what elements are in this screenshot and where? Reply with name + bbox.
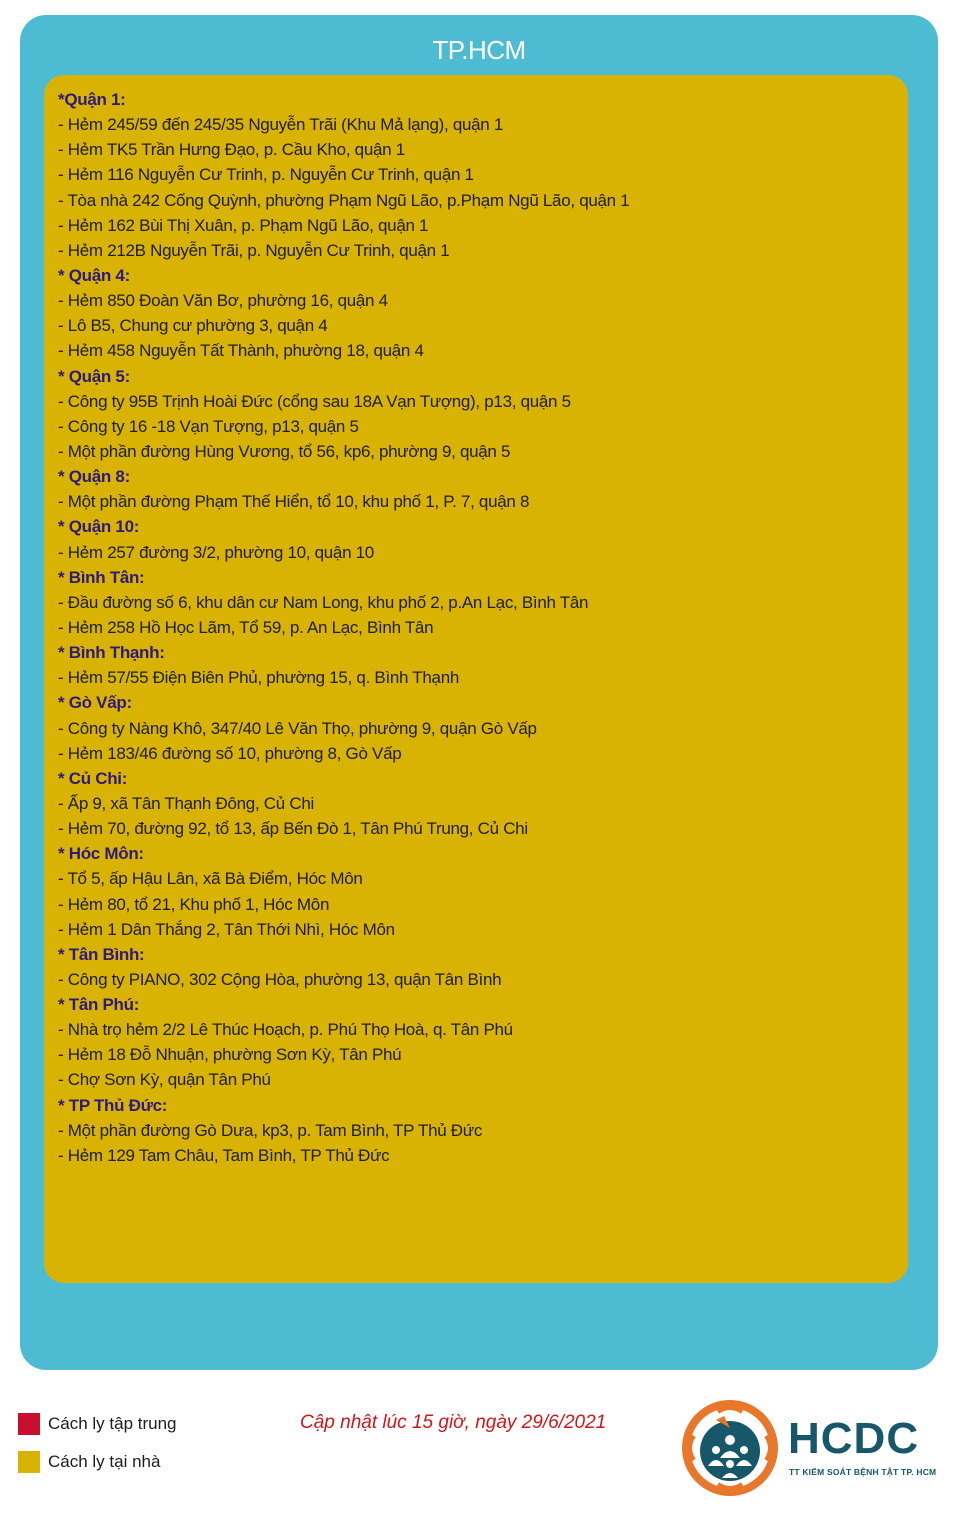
address-item: - Hẻm 116 Nguyễn Cư Trinh, p. Nguyễn Cư Trinh, quận 1 <box>58 165 474 185</box>
address-item: - Hẻm TK5 Trần Hưng Đạo, p. Cầu Kho, quận 1 <box>58 140 405 160</box>
address-item: - Hẻm 245/59 đến 245/35 Nguyễn Trãi (Khu Mả lạng), quận 1 <box>58 115 504 135</box>
brand-subtitle: TT KIỂM SOÁT BỆNH TẬT TP. HCM <box>789 1467 937 1477</box>
address-item: - Hẻm 129 Tam Châu, Tam Bình, TP Thủ Đức <box>58 1145 390 1165</box>
district-heading: * Quận 5: <box>58 366 130 386</box>
district-heading: * Củ Chi: <box>58 768 128 788</box>
legend-label-home: Cách ly tại nhà <box>48 1452 161 1471</box>
address-item: - Một phần đường Hùng Vương, tổ 56, kp6, phường 9, quận 5 <box>58 441 511 461</box>
district-heading: * Quận 10: <box>58 517 140 537</box>
legend-label-concentrated: Cách ly tập trung <box>48 1414 177 1433</box>
address-item: - Hẻm 1 Dân Thắng 2, Tân Thới Nhì, Hóc Môn <box>58 919 395 939</box>
address-item: - Hẻm 80, tổ 21, Khu phố 1, Hóc Môn <box>58 894 330 914</box>
home-isolation-list-panel <box>44 75 908 1283</box>
address-item: - Hẻm 212B Nguyễn Trãi, p. Nguyễn Cư Trinh, quận 1 <box>58 240 450 260</box>
district-heading: * Hóc Môn: <box>58 844 144 864</box>
address-item: - Hẻm 183/46 đường số 10, phường 8, Gò Vấp <box>58 743 402 763</box>
address-list <box>58 87 898 1168</box>
address-item: - Hẻm 18 Đỗ Nhuận, phường Sơn Kỳ, Tân Phú <box>58 1045 402 1065</box>
address-item: - Hẻm 57/55 Điện Biên Phủ, phường 15, q. Bình Thạnh <box>58 668 460 688</box>
address-item: - Hẻm 257 đường 3/2, phường 10, quận 10 <box>58 542 374 562</box>
address-item: - Công ty 95B Trịnh Hoài Đức (cổng sau 18A Vạn Tượng), p13, quận 5 <box>58 391 571 411</box>
district-heading: * Bình Thạnh: <box>58 643 165 663</box>
legend-swatch-yellow <box>18 1451 40 1473</box>
legend <box>18 1412 177 1488</box>
update-timestamp: Cập nhật lúc 15 giờ, ngày 29/6/2021 <box>300 1412 607 1433</box>
district-heading: * Tân Bình: <box>58 944 145 964</box>
district-heading: * Gò Vấp: <box>58 693 132 713</box>
address-item: - Công ty 16 -18 Vạn Tượng, p13, quận 5 <box>58 416 359 436</box>
address-item: - Tổ 5, ấp Hậu Lân, xã Bà Điểm, Hóc Môn <box>58 869 363 889</box>
region-panel <box>20 15 938 1370</box>
brand-name: HCDC <box>788 1414 920 1463</box>
address-item: - Công ty PIANO, 302 Cộng Hòa, phường 13, quận Tân Bình <box>58 969 502 989</box>
address-item: - Hẻm 458 Nguyễn Tất Thành, phường 18, quận 4 <box>58 341 424 361</box>
district-heading: * TP Thủ Đức: <box>58 1095 168 1115</box>
district-heading: *Quận 1: <box>58 90 126 109</box>
address-item: - Lô B5, Chung cư phường 3, quận 4 <box>58 316 328 336</box>
address-item: - Công ty Nàng Khô, 347/40 Lê Văn Thọ, phường 9, quận Gò Vấp <box>58 718 537 738</box>
address-item: - Hẻm 70, đường 92, tổ 13, ấp Bến Đò 1, Tân Phú Trung, Củ Chi <box>58 819 528 839</box>
address-item: - Hẻm 850 Đoàn Văn Bơ, phường 16, quận 4 <box>58 291 388 311</box>
district-heading: * Tân Phú: <box>58 995 140 1015</box>
address-item: - Nhà trọ hẻm 2/2 Lê Thúc Hoạch, p. Phú Thọ Hoà, q. Tân Phú <box>58 1020 513 1040</box>
address-item: - Một phần đường Gò Dưa, kp3, p. Tam Bình, TP Thủ Đức <box>58 1120 483 1140</box>
district-heading: * Bình Tân: <box>58 567 145 587</box>
hcdc-logo-icon <box>680 1398 780 1498</box>
address-item: - Tòa nhà 242 Cống Quỳnh, phường Phạm Ngũ Lão, p.Phạm Ngũ Lão, quận 1 <box>58 190 630 210</box>
address-item: - Hẻm 162 Bùi Thị Xuân, p. Phạm Ngũ Lão, quận 1 <box>58 215 429 235</box>
legend-item-home <box>18 1450 177 1474</box>
address-item: - Đầu đường số 6, khu dân cư Nam Long, khu phố 2, p.An Lạc, Bình Tân <box>58 592 589 612</box>
district-heading: * Quận 8: <box>58 467 130 487</box>
address-item: - Chợ Sơn Kỳ, quận Tân Phú <box>58 1070 271 1090</box>
legend-swatch-red <box>18 1413 40 1435</box>
address-item: - Ấp 9, xã Tân Thạnh Đông, Củ Chi <box>58 793 314 813</box>
address-item: - Hẻm 258 Hồ Học Lãm, Tổ 59, p. An Lạc, Bình Tân <box>58 617 434 637</box>
legend-item-concentrated <box>18 1412 177 1436</box>
district-heading: * Quận 4: <box>58 265 130 285</box>
address-item: - Một phần đường Phạm Thế Hiển, tổ 10, khu phố 1, P. 7, quận 8 <box>58 492 530 512</box>
region-title: TP.HCM <box>432 35 526 65</box>
